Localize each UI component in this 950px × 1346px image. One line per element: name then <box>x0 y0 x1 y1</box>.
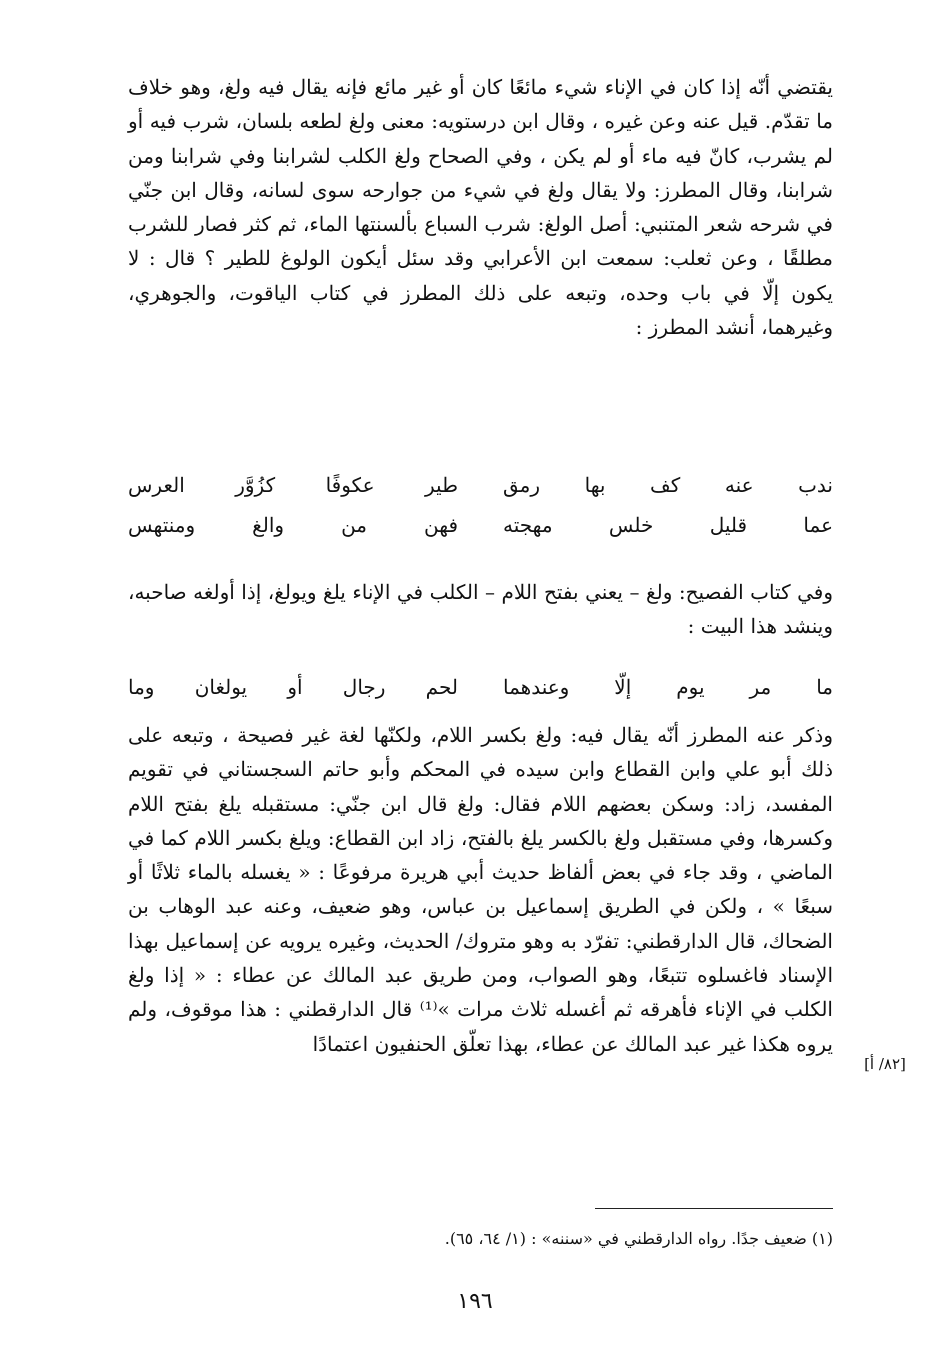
verse-second-hemistich: لحم رجال أو يولغان وما <box>128 675 458 699</box>
verse-line <box>128 667 833 707</box>
verse-line <box>128 465 833 505</box>
body-paragraph-3: وذكر عنه المطرز أنّه يقال فيه: ولغ بكسر اللام، ولكنّها لغة غير فصيحة ، وتبعه على ذلك أبو علي وابن القطاع وابن سيده في المحكم وأبو حاتم السجستاني في تقويم المفسد، زاد: وسكن بعضهم اللام فقال: ولغ قال ابن جنّي: مستقبله يلغ بفتح اللام وكسرها، وفي مستقبل ولغ بالكسر يلغ بالفتح، زاد ابن القطاع: ويلغ بكسر اللام كما في الماضي ، وقد جاء في بعض ألفاظ حديث أبي هريرة مرفوعًا : « يغسله بالماء ثلاثًا أو سبعًا » ، ولكن في الطريق إسماعيل بن عباس، وهو ضعيف، وعنه عبد الوهاب بن الضحاك، قال الدارقطني: تفرّد به وهو متروك/ الحديث، وغيره يرويه عن إسماعيل بهذا الإسناد فاغسلوه تتبعًا، وهو الصواب، ومن طريق عبد المالك عن عطاء : « إذا ولغ الكلب في الإناء فأهرقه ثم أغسله ثلاث مرات »⁽¹⁾ قال الدارقطني : هذا موقوف، ولم يروه هكذا غير عبد المالك عن عطاء، بهذا تعلّق الحنفيون اعتمادًا <box>128 723 833 1056</box>
verse-second-hemistich: فهن من والغ ومنتهس <box>128 513 458 537</box>
verse-first-hemistich: عما قليل خلس مهجته <box>503 513 833 537</box>
verse-first-hemistich: ما مر يوم إلّا وعندهما <box>503 675 833 699</box>
footnote: (١) ضعيف جدًا. رواه الدارقطني في «سننه» : (١/ ٦٤، ٦٥). <box>444 1229 833 1248</box>
poem-verses-2 <box>128 667 833 707</box>
body-paragraph-1: يقتضي أنّه إذا كان في الإناء شيء مائعًا كان أو غير مائع فإنه يقال فيه ولغ، وهو خلاف ما تقدّم. قيل عنه وعن غيره ، وقال ابن درستويه: معنى ولغ لطعه بلسان، شرب فيه أو لم يشرب، كانّ فيه ماء أو لم يكن ، وفي الصحاح ولغ الكلب لشرابنا وفي شرابنا ومن شرابنا، وقال المطرز: ولا يقال ولغ في شيء من جوارحه سوى لسانه، وقال ابن جنّي في شرحه شعر المتنبي: أصل الولغ: شرب السباع بألسنتها الماء، ثم كثر فصار للشرب مطلقًا ، وعن ثعلب: سمعت ابن الأعرابي وقد سئل أيكون الولوغ للطير ؟ قال : لا يكون إلّا في باب وحده، وتبعه على ذلك المطرز في كتاب الياقوت، والجوهري، وغيرهما، أنشد المطرز : <box>128 75 833 340</box>
body-paragraph-2: وفي كتاب الفصيح: ولغ – يعني بفتح اللام – الكلب في الإناء يلغ ويولغ، إذا أولغه صاحبه، وينشد هذا البيت : <box>128 580 833 639</box>
footnote-divider <box>595 1208 833 1209</box>
poem-verses-1 <box>128 465 833 545</box>
page-number: ١٩٦ <box>457 1289 493 1314</box>
manuscript-folio-reference: [٨٢/ أ] <box>864 1055 906 1073</box>
verse-second-hemistich: طير عكوفًا كزُوَّر العرس <box>128 473 458 497</box>
verse-line <box>128 505 833 545</box>
verse-first-hemistich: ندب عنه كف بها رمق <box>503 473 833 497</box>
